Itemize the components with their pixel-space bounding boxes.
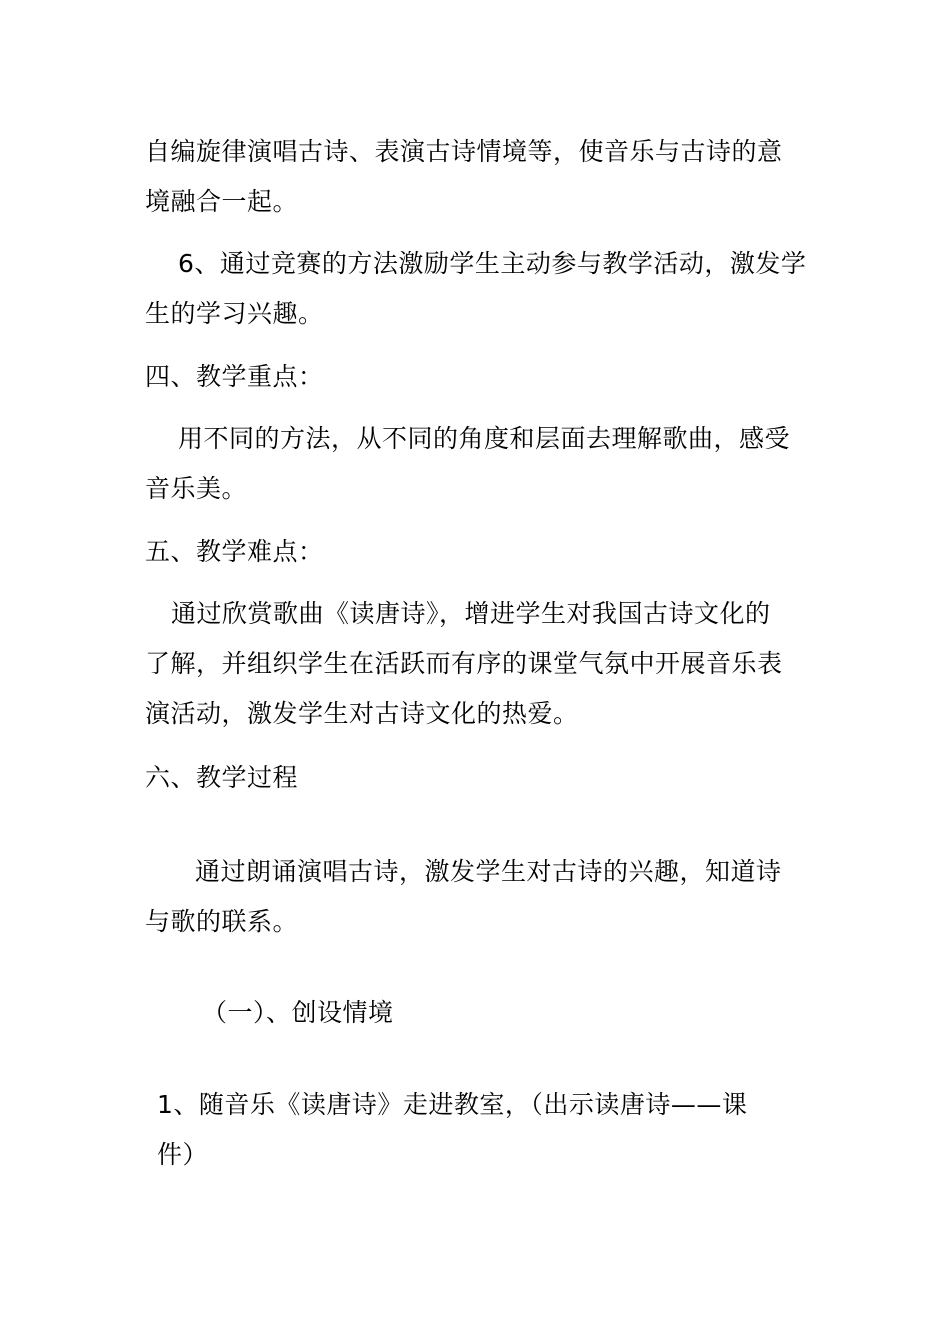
paragraph-line: 音乐美。 — [145, 474, 248, 503]
paragraph-line: 演活动，激发学生对古诗文化的热爱。 — [145, 699, 579, 728]
paragraph-line: 件） — [157, 1140, 209, 1169]
paragraph-line: 通过朗诵演唱古诗，激发学生对古诗的兴趣，知道诗 — [195, 857, 782, 886]
paragraph-line: 用不同的方法，从不同的角度和层面去理解歌曲，感受 — [178, 424, 791, 453]
paragraph-line: 通过欣赏歌曲《读唐诗》，增进学生对我国古诗文化的 — [171, 599, 771, 628]
paragraph-line: 1、随音乐《读唐诗》走进教室，（出示读唐诗——课 — [157, 1090, 748, 1119]
section-heading: 五、教学难点： — [145, 537, 324, 566]
paragraph-line: 与歌的联系。 — [145, 907, 299, 936]
section-heading: 四、教学重点： — [145, 362, 324, 391]
paragraph-line: 自编旋律演唱古诗、表演古诗情境等，使音乐与古诗的意 — [145, 137, 783, 166]
subsection-heading: （一）、创设情境 — [202, 998, 394, 1027]
paragraph-line: 生的学习兴趣。 — [145, 299, 324, 328]
paragraph-line: 了解，并组织学生在活跃而有序的课堂气氛中开展音乐表 — [145, 649, 783, 678]
paragraph-line: 6、通过竞赛的方法激励学生主动参与教学活动，激发学 — [178, 249, 807, 278]
paragraph-line: 境融合一起。 — [145, 187, 299, 216]
section-heading: 六、教学过程 — [145, 763, 299, 792]
